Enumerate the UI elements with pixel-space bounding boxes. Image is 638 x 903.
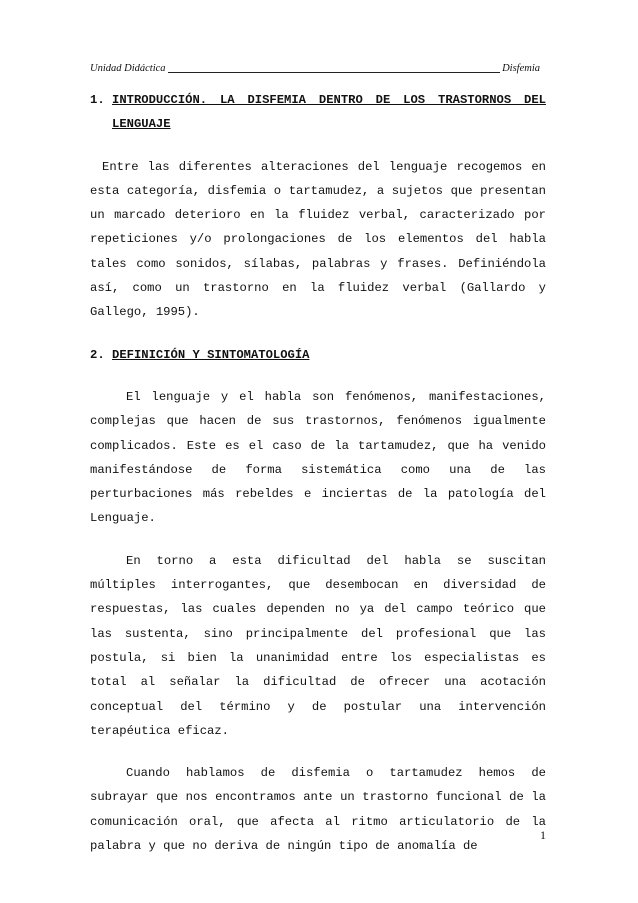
section-title: INTRODUCCIÓN. LA DISFEMIA DENTRO DE LOS TRASTORNOS DEL LENGUAJE xyxy=(112,93,546,132)
header-left-text: Unidad Didáctica xyxy=(90,63,166,74)
section-title: DEFINICIÓN Y SINTOMATOLOGÍA xyxy=(112,347,310,362)
document-body xyxy=(90,88,546,858)
header-rule xyxy=(168,72,501,73)
paragraph: En torno a esta dificultad del habla se suscitan múltiples interrogantes, que desembocan en diversidad de respuestas, las cuales dependen no ya del campo teórico que las sustenta, sino principalmente del profesional que las postula, si bien la unanimidad entre los especialistas es total al señalar la dificultad de ofrecer una acotación conceptual del término y de postular una intervención terapéutica eficaz. xyxy=(90,553,546,738)
page-number: 1 xyxy=(540,828,546,842)
section-number: 1. xyxy=(90,93,105,107)
section-number: 2. xyxy=(90,347,105,362)
header-right-text: Disfemia xyxy=(502,63,540,74)
section-heading-1 xyxy=(90,88,546,137)
paragraph: El lenguaje y el habla son fenómenos, manifestaciones, complejas que hacen de sus trastornos, fenómenos igualmente complicados. Este es el caso de la tartamudez, que ha venido manifestándose de forma sistemática como una de las perturbaciones más rebeldes e inciertas de la patología del Lenguaje. xyxy=(90,389,546,526)
section-heading-2 xyxy=(90,343,546,367)
paragraph: Entre las diferentes alteraciones del lenguaje recogemos en esta categoría, disfemia o tartamudez, a sujetos que presentan un marcado deterioro en la fluidez verbal, caracterizado por repeticiones y/o prolongaciones de los elementos del habla tales como sonidos, sílabas, palabras y frases. Definiéndola así, como un trastorno en la fluidez verbal (Gallardo y Gallego, 1995). xyxy=(90,159,546,320)
page-header xyxy=(90,58,540,76)
paragraph: Cuando hablamos de disfemia o tartamudez hemos de subrayar que nos encontramos ante un trastorno funcional de la comunicación oral, que afecta al ritmo articulatorio de la palabra y que no deriva de ningún tipo de anomalía de xyxy=(90,766,546,854)
